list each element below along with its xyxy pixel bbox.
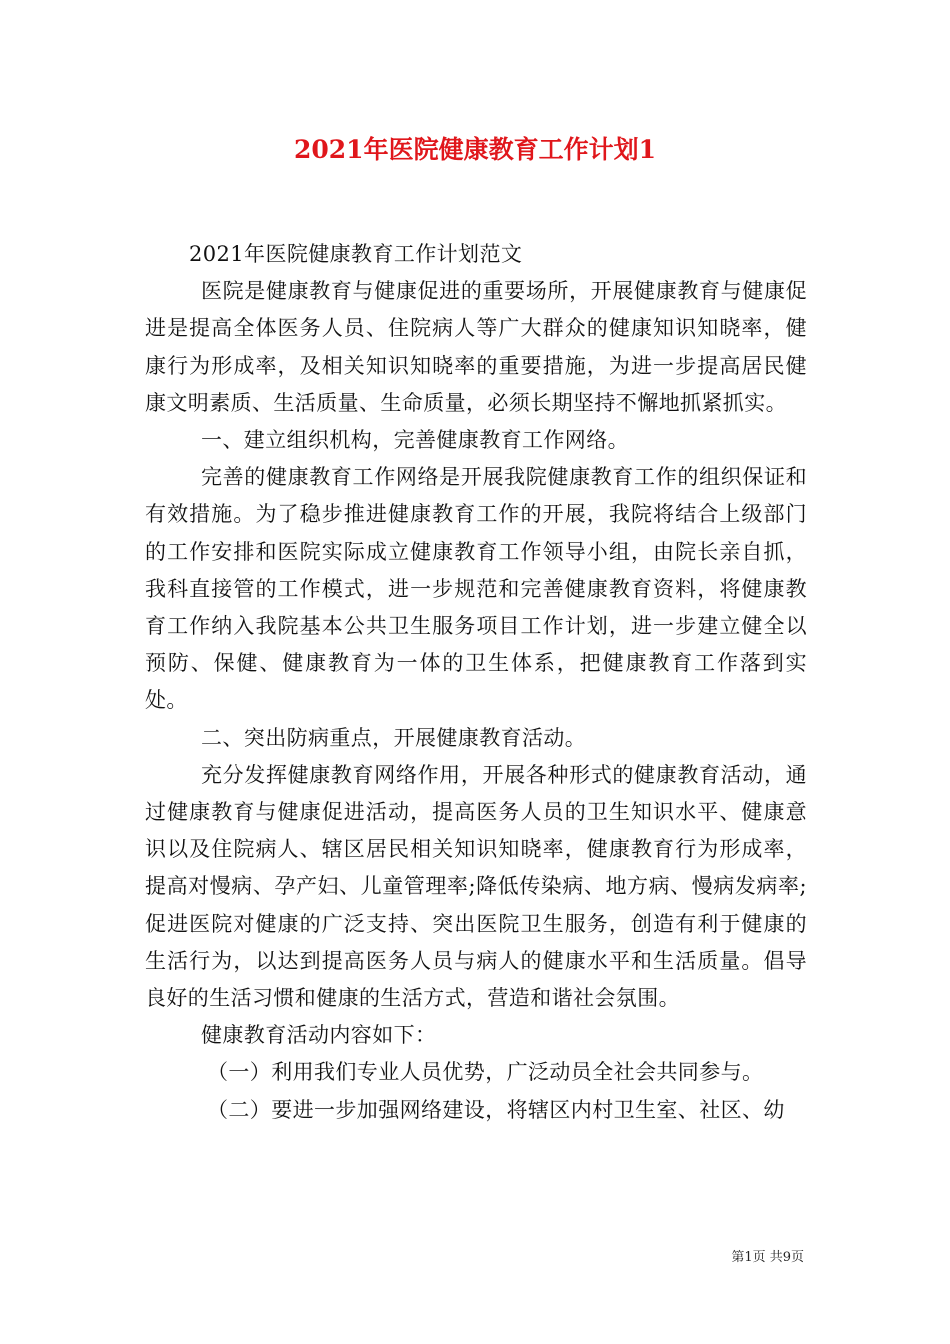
paragraph-section-2: 充分发挥健康教育网络作用，开展各种形式的健康教育活动，通过健康教育与健康促进活动，提高医务人员的卫生知识水平、健康意识以及住院病人、辖区居民相关知识知晓率，健康教育行为形成率，提高对慢病、孕产妇、儿童管理率;降低传染病、地方病、慢病发病率;促进医院对健康的广泛支持、突出医院卫生服务，创造有利于健康的生活行为，以达到提高医务人员与病人的健康水平和生活质量。倡导良好的生活习惯和健康的生活方式，营造和谐社会氛围。: [145, 762, 807, 1011]
page-number: 第1页 共9页: [731, 1250, 804, 1265]
document-subtitle: 2021年医院健康教育工作计划范文: [189, 242, 523, 266]
list-item-2: （二）要进一步加强网络建设，将辖区内村卫生室、社区、幼: [207, 1097, 785, 1122]
document-title: 2021年医院健康教育工作计划1: [294, 135, 656, 164]
paragraph-section-1: 完善的健康教育工作网络是开展我院健康教育工作的组织保证和有效措施。为了稳步推进健康教育工作的开展，我院将结合上级部门的工作安排和医院实际成立健康教育工作领导小组，由院长亲自抓，我科直接管的工作模式，进一步规范和完善健康教育资料，将健康教育工作纳入我院基本公共卫生服务项目工作计划，进一步建立健全以预防、保健、健康教育为一体的卫生体系，把健康教育工作落到实处。: [145, 465, 807, 713]
contents-intro: 健康教育活动内容如下：: [201, 1023, 437, 1048]
paragraph-intro: 医院是健康教育与健康促进的重要场所，开展健康教育与健康促进是提高全体医务人员、住院病人等广大群众的健康知识知晓率，健康行为形成率，及相关知识知晓率的重要措施，为进一步提高居民健康文明素质、生活质量、生命质量，必须长期坚持不懈地抓紧抓实。: [145, 279, 807, 415]
list-item-1: （一）利用我们专业人员优势，广泛动员全社会共同参与。: [207, 1060, 764, 1085]
section-heading-1: 一、建立组织机构，完善健康教育工作网络。: [201, 428, 629, 453]
document-body: [145, 236, 807, 1129]
section-heading-2: 二、突出防病重点，开展健康教育活动。: [201, 725, 587, 750]
